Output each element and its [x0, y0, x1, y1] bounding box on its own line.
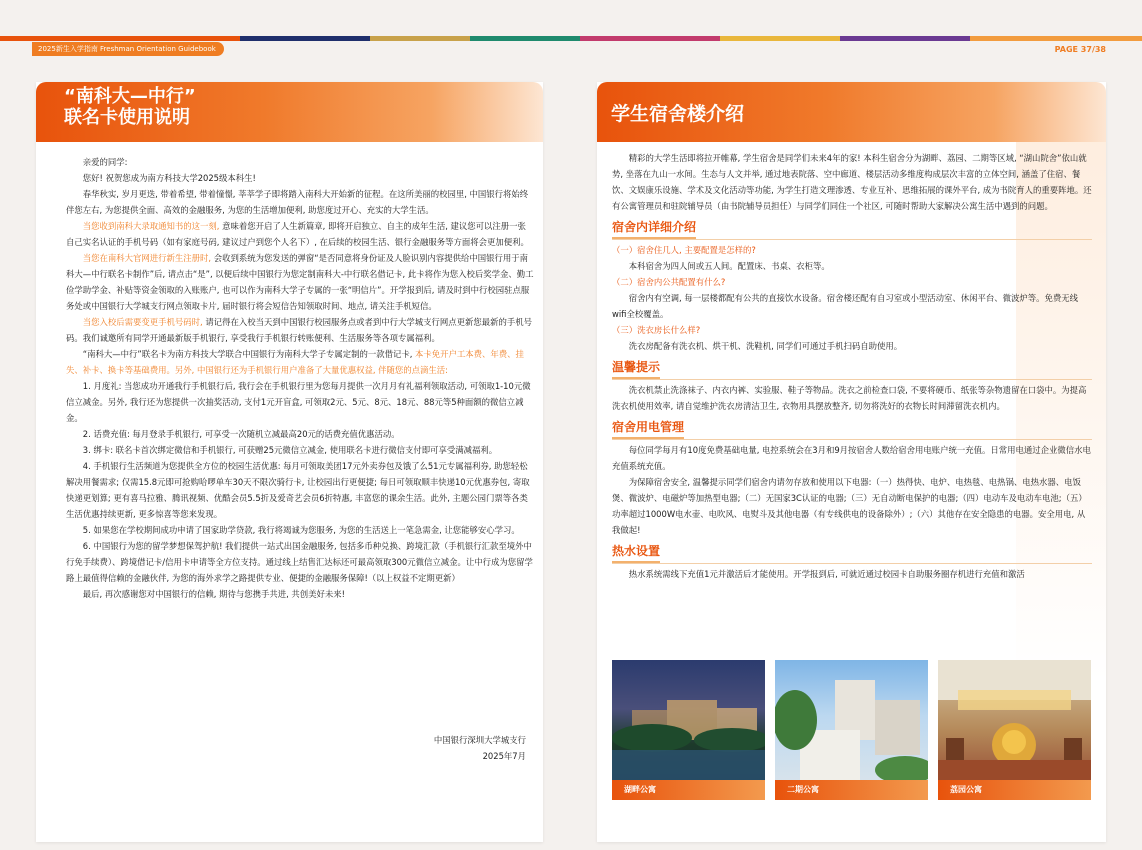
left-body	[66, 154, 534, 602]
greeting: 亲爱的同学:	[82, 157, 128, 167]
intro-paragraph: 精彩的大学生活即将拉开帷幕, 学生宿舍是同学们未来4年的家! 本科生宿舍分为湖畔、荔园、二期等区域, “湖山院舍”依山就势, 坐落在九山一水间。生态与人文并举, 通过地表院落、空中廊道、楼层活动多维度构成层次丰富的立体空间, 涵盖了住宿、餐饮、文娱康乐设施、学术及文化活动等功能, 为学生打造文理渗透、专业互补、思维拓展的课外平台, 成为书院育人的重要阵地。还有公寓管理员和驻院辅导员（由书院辅导员担任）与同学们同住一个社区, 可随时帮助大家解决公寓生活中遇到的问题。	[612, 153, 1092, 211]
page-number: PAGE 37/38	[1054, 45, 1106, 54]
right-page-title: 学生宿舍楼介绍	[611, 103, 745, 125]
list-item: 3. 绑卡: 联名卡首次绑定微信和手机银行, 可获赠25元微信立减金, 使用联名卡进行微信支付即可享受满减福利。	[82, 445, 498, 455]
right-title-band	[597, 82, 1106, 142]
question: （三）洗衣房长什么样?	[612, 325, 701, 335]
liyuan-scene-icon	[938, 660, 1091, 800]
photo-caption: 湖畔公寓	[612, 780, 765, 800]
photo-caption: 荔园公寓	[938, 780, 1091, 800]
phase2-dorm-photo	[775, 660, 928, 800]
paragraph: 当您入校后需要变更手机号码时, 请记得在入校当天到中国银行校园服务点或者到中行大学城支行网点更新您最新的手机号码。我们诚邀所有同学开通最新版手机银行, 享受我行手机银行转账便利、生活服务等各项专属福利。	[66, 317, 533, 343]
list-item: 5. 如果您在学校期间成功申请了国家助学贷款, 我行将竭诚为您服务, 为您的生活送上一笔急需金, 让您能够安心学习。	[82, 525, 520, 535]
left-title-band	[36, 82, 543, 142]
paragraph: 当您在南科大官网进行新生注册时, 会收到系统为您发送的弹窗“是否同意将身份证及人脸识别内容提供给中国银行用于南科大—中行联名卡制作”后, 请点击“是”, 以便后续中国银行为您定制南科大-中行联名借记卡, 此卡将作为您入校后奖学金、勤工俭学助学金、补贴等资金领取的入账账户, 也可以作为南科大学子专属的一张“明信片”。开学报到后, 请及时到中行校园驻点服务处或中国银行大学城支行网点领取卡片, 届时银行将会短信告知领取时间、地点, 请关注手机短信。	[66, 253, 534, 311]
answer: 本科宿舍为四人间或五人间。配置床、书桌、衣柜等。	[628, 261, 830, 271]
signature: 中国银行深圳大学城支行 2025年7月	[433, 735, 526, 761]
list-item: 1. 月度礼: 当您成功开通我行手机银行后, 我行会在手机银行里为您每月提供一次月月有礼福利领取活动, 可领取1-10元微信立减金。另外, 我行还为您提供一次抽奖活动, 支付1元开盲盒, 可领取2元、5元、8元、18元、88元等5种面额的微信立减金。	[66, 381, 531, 423]
answer: 洗衣房配备有洗衣机、烘干机、洗鞋机, 同学们可通过手机扫码自助使用。	[628, 341, 903, 351]
section-heading: 宿舍内详细介绍	[612, 219, 696, 239]
liyuan-dorm-photo	[938, 660, 1091, 800]
list-item: 2. 话费充值: 每月登录手机银行, 可享受一次随机立减最高20元的话费充值优惠活动。	[82, 429, 400, 439]
question: （一）宿舍住几人, 主要配置是怎样的?	[612, 245, 756, 255]
paragraph: 当您收到南科大录取通知书的这一刻, 意味着您开启了人生新篇章, 即将开启独立、自主的成年生活, 建议您可以注册一张自己实名认证的手机号码（如有家庭号码, 建议过户到您个人名下）, 在后续的校园生活、银行金融服务等方面将会更加便利。	[66, 221, 529, 247]
right-page-card	[597, 82, 1106, 842]
left-page-title: “南科大—中行” 联名卡使用说明	[64, 86, 196, 128]
paragraph: 春华秋实, 岁月更迭, 带着希望, 带着憧憬, 莘莘学子即将踏入南科大开始新的征程。在这所美丽的校园里, 中国银行将始终伴您左右, 为您提供全面、高效的金融服务, 为您的生活增加便利, 助您度过开心、充实的大学生活。	[66, 189, 529, 215]
paragraph: “南科大—中行”联名卡为南方科技大学联合中国银行为南科大学子专属定制的一款借记卡, 本卡免开户工本费、年费、挂失、补卡、换卡等基础费用。另外, 中国银行还为手机银行用户准备了大量优惠权益, 伴随您的点滴生活:	[66, 349, 524, 375]
closing: 最后, 再次感谢您对中国银行的信赖, 期待与您携手共进, 共创美好未来!	[82, 589, 346, 599]
left-page-card	[36, 82, 543, 842]
guide-tag: 2025新生入学指南 Freshman Orientation Guidebook	[32, 42, 224, 56]
phase2-scene-icon	[775, 660, 928, 800]
section-heading: 热水设置	[612, 543, 660, 563]
list-item: 4. 手机银行生活频道为您提供全方位的校园生活优惠: 每月可领取美团17元外卖券包及饿了么51元专属福利券, 助您轻松解决用餐需求; 仅需15.8元即可抢购哈啰单车30天不限次骑行卡, 让校园出行更便捷; 每日可领取顺丰快递10元优惠券包, 寄取快递更划算; 更有喜马拉雅、腾讯视频、优酷会员5.5折及爱奇艺会员6折特惠, 丰富您的课余生活。此外, 主题公园门票等各类生活优惠持续更新, 更多惊喜等您来发现。	[66, 461, 530, 519]
question: （二）宿舍内公共配置有什么?	[612, 277, 726, 287]
paragraph: 为保障宿舍安全, 温馨提示同学们宿舍内请勿存放和使用以下电器:（一）热得快、电炉、电热毯、电热锅、电热水器、电饭煲、微波炉、电磁炉等加热型电器;（二）无国家3C认证的电器;（三）无自动断电保护的电器;（四）电动车及电动车电池;（五）功率超过1000W电水壶、电吹风、电熨斗及其他电器（有专线供电的设备除外）;（六）其他存在安全隐患的电器。安全用电, 从我做起!	[612, 477, 1087, 535]
answer: 宿舍内有空调, 每一层楼都配有公共的直接饮水设备。宿舍楼还配有自习室或小型活动室、休闲平台、微波炉等。免费无线wifi全校覆盖。	[612, 293, 1078, 319]
paragraph: 每位同学每月有10度免费基础电量, 电控系统会在3月和9月按宿舍人数给宿舍用电账户统一充值。日常用电通过企业微信水电充值系统充值。	[612, 445, 1091, 471]
photo-caption: 二期公寓	[775, 780, 928, 800]
section-heading: 宿舍用电管理	[612, 419, 684, 439]
list-item: 6. 中国银行为您的留学梦想保驾护航! 我们提供一站式出国金融服务, 包括多币种兑换、跨境汇款（手机银行汇款至境外中行免手续费）、跨境借记卡/信用卡申请等全方位支持。通过线上结售汇达标还可最高领取300元微信立减金。让中行成为您留学路上最值得信赖的金融伙伴, 为您的海外求学之路提供专业、便捷的金融服务保障!（以上权益不定期更新）	[66, 541, 533, 583]
paragraph: 您好! 祝贺您成为南方科技大学2025级本科生!	[82, 173, 256, 183]
dorm-photos	[612, 660, 1092, 800]
lakeside-scene-icon	[612, 660, 765, 800]
section-heading: 温馨提示	[612, 359, 660, 379]
lakeside-dorm-photo	[612, 660, 765, 800]
right-body	[612, 150, 1092, 582]
paragraph: 热水系统需线下充值1元并激活后才能使用。开学报到后, 可就近通过校园卡自助服务圈存机进行充值和激活	[628, 569, 1025, 579]
paragraph: 洗衣机禁止洗涤袜子、内衣内裤、实验服、鞋子等物品。洗衣之前检查口袋, 不要将硬币、纸张等杂物遗留在口袋中。为提高洗衣机使用效率, 请自觉维护洗衣房清洁卫生, 衣物用具摆放整齐, 切勿将洗好的衣物长时间滞留洗衣机内。	[612, 385, 1087, 411]
